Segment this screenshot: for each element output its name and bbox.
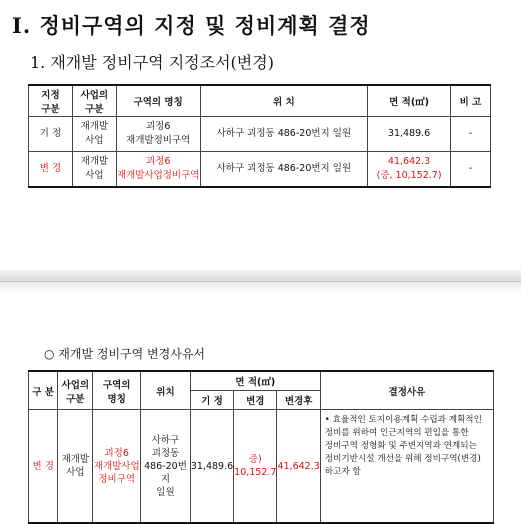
page-title: Ⅰ. 정비구역의 지정 및 정비계획 결정 (12, 13, 371, 38)
header-location: 위 치 (200, 85, 368, 117)
page-break-line (0, 281, 521, 282)
cell-area-prev: 31,489.6 (190, 410, 233, 524)
reason-line: • 효율적인 토지이용계획 수립과 계획적인 (324, 415, 482, 425)
cell-location: 사하구 괴정동 486-20번지 일원 (200, 152, 368, 188)
cell-division: 변 경 (29, 410, 58, 524)
cell-area-change: 증) 10,152.7 (234, 410, 277, 524)
cell-note: - (451, 152, 491, 188)
reason-line: 정비기반시설 개선을 위해 정비구역(변경) (324, 454, 481, 464)
cell-business: 재개발 사업 (58, 410, 93, 524)
header-area-name: 구역의 명칭 (116, 85, 200, 117)
header-business-type: 사업의 구분 (72, 85, 116, 117)
header-size-group: 면 적(㎡) (190, 371, 320, 391)
header-remarks: 비 고 (451, 85, 491, 117)
cell-area-after: 41,642.3 (277, 410, 320, 524)
cell-note: - (451, 117, 491, 152)
cell-area: 41,642.3 (증, 10,152.7) (368, 152, 451, 188)
cell-location: 사하구 괴정동 486-20번지 일원 (141, 410, 191, 524)
reason-line: 하고자 함 (324, 467, 361, 477)
cell-division: 변 경 (29, 152, 73, 188)
cell-location: 사하구 괴정동 486-20번지 일원 (200, 117, 368, 152)
table-row (29, 117, 491, 152)
section-heading-change-reason: ○ 재개발 정비구역 변경사유서 (44, 347, 206, 361)
header-area-name: 구역의 명칭 (93, 371, 141, 410)
section-heading-designation: 1. 재개발 정비구역 지정조서(변경) (30, 53, 274, 72)
cell-name: 괴정6 재개발사업 정비구역 (93, 410, 141, 524)
header-location: 위치 (141, 371, 191, 410)
cell-business: 재개발 사업 (72, 152, 116, 188)
header-business-type: 사업의 구분 (58, 371, 93, 410)
reason-line: 정비를 위하여 인근지역의 편입을 통한 (324, 428, 469, 438)
table-header-row (29, 371, 494, 391)
header-division: 구 분 (29, 371, 58, 410)
cell-division: 기 정 (29, 117, 73, 152)
cell-area: 31,489.6 (368, 117, 451, 152)
header-size-prev: 기 정 (190, 391, 233, 410)
reason-line: 정비구역 정형화 및 주변지역과 연계되는 (324, 441, 477, 451)
table-row (29, 152, 491, 188)
cell-name: 괴정6 재개발사업정비구역 (116, 152, 200, 188)
table-header-row (29, 85, 491, 117)
header-size: 면 적(㎡) (368, 85, 451, 117)
designation-table (28, 84, 491, 188)
header-decision-reason: 결정사유 (320, 371, 493, 410)
header-size-after: 변경후 (277, 391, 320, 410)
change-reason-table (28, 370, 494, 524)
cell-business: 재개발 사업 (72, 117, 116, 152)
cell-name: 괴정6 재개발정비구역 (116, 117, 200, 152)
header-size-change: 변경 (234, 391, 277, 410)
header-designation-type: 지정 구분 (29, 85, 73, 117)
